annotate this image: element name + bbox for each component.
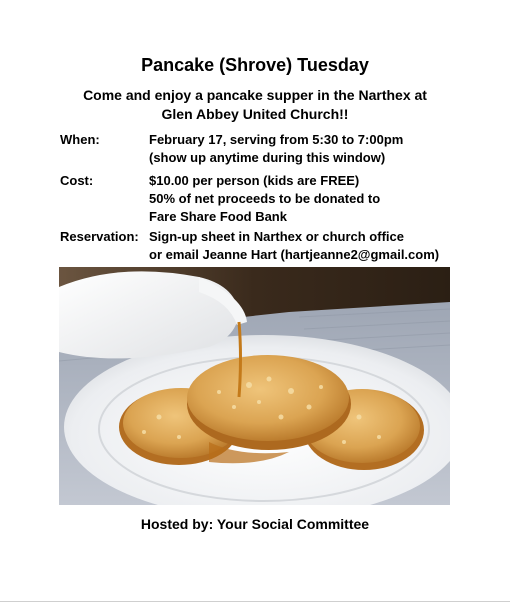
- reservation-label: Reservation:: [60, 229, 139, 244]
- cost-line-1: $10.00 per person (kids are FREE): [149, 173, 360, 188]
- cost-label: Cost:: [60, 173, 94, 188]
- pancake-photo: [59, 267, 450, 505]
- syrup-stream: [239, 322, 241, 397]
- hosted-by: Hosted by: Your Social Committee: [140, 516, 370, 532]
- cost-line-2: 50% of net proceeds to be donated to: [149, 191, 381, 206]
- page-divider: [0, 601, 510, 602]
- flyer-title: Pancake (Shrove) Tuesday: [141, 55, 369, 75]
- cost-line-3: Fare Share Food Bank: [149, 209, 287, 224]
- when-line-2: (show up anytime during this window): [149, 150, 386, 165]
- subtitle-line-1: Come and enjoy a pancake supper in the Narthex at: [83, 87, 427, 103]
- reservation-value: [149, 228, 439, 264]
- reservation-line-1: Sign-up sheet in Narthex or church office: [149, 229, 404, 244]
- flyer-subtitle: [0, 86, 510, 124]
- subtitle-line-2: Glen Abbey United Church!!: [161, 106, 349, 122]
- when-label: When:: [60, 132, 100, 147]
- reservation-line-2: or email Jeanne Hart (hartjeanne2@gmail.com): [149, 247, 440, 262]
- pancake-top: [187, 355, 349, 441]
- cost-value: [149, 172, 380, 226]
- when-line-1: February 17, serving from 5:30 to 7:00pm: [149, 132, 404, 147]
- when-value: [149, 131, 403, 167]
